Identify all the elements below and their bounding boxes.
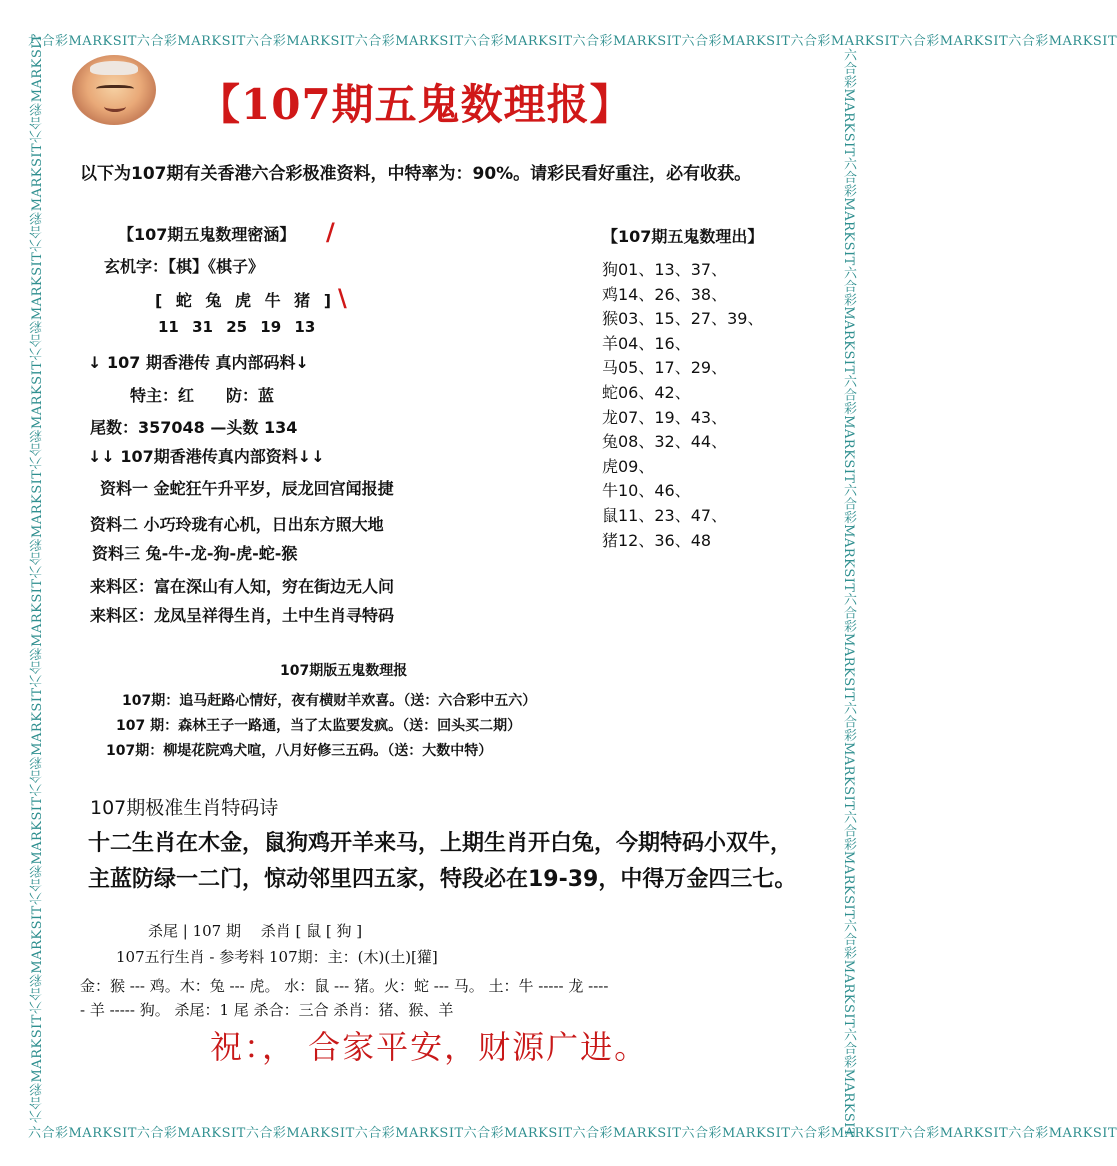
secret-heading: 【107期五鬼数理密涵】: [118, 225, 296, 244]
avatar-portrait: [72, 55, 156, 125]
page-title: 【107期五鬼数理报】: [198, 80, 633, 129]
list-item: 鸡14、26、38、: [602, 284, 728, 304]
xuanji-line: 玄机字：【棋】《棋子》: [104, 257, 265, 276]
list-item: 猴03、15、27、39、: [602, 309, 764, 329]
border-top: 六合彩MARKSIT六合彩MARKSIT六合彩MARKSIT六合彩MARKSIT六合彩MARKSIT六合彩MARKSIT六合彩MARKSIT六合彩MARKSIT六合彩MARKSIT六合彩MARKSIT: [28, 34, 1117, 49]
list-item: 马05、17、29、: [602, 358, 728, 378]
hk-heading: ↓ 107 期香港传 真内部码料↓: [88, 353, 309, 372]
list-item: 羊04、16、: [602, 333, 691, 353]
zodiac-number-list: [602, 258, 763, 553]
source-line-2: 来料区：龙凤呈祥得生肖，土中生肖寻特码: [90, 606, 395, 625]
list-item: 虎09、: [602, 456, 655, 476]
poem-line-1: 十二生肖在木金，鼠狗鸡开羊来马，上期生肖开白兔，今期特码小双牛，: [88, 831, 793, 856]
list-item: 兔08、32、44、: [602, 432, 728, 452]
red-check-mark-2: \: [338, 284, 347, 312]
kill-line: 杀尾 | 107 期 杀肖 [ 鼠 [ 狗 ]: [148, 922, 363, 940]
list-item: 龙07、19、43、: [602, 407, 728, 427]
list-item: 鼠11、23、47、: [602, 505, 728, 525]
blessing-text: 祝：， 合家平安，财源广进。: [210, 1028, 649, 1066]
report-line-1: 107期：追马赶路心情好，夜有横财羊欢喜。（送：六合彩中五六）: [122, 693, 537, 709]
five-elements-line: 107五行生肖 - 参考料 107期：主：(木)(土)[獾]: [116, 948, 438, 966]
red-check-mark-1: /: [326, 218, 335, 246]
tail-line: 尾数：357048 —头数 134: [90, 418, 298, 437]
list-item: 猪12、36、48: [602, 530, 712, 550]
zodiac-numbers: 11 31 25 19 13: [158, 318, 316, 336]
element-zodiac-line-2: - 羊 ----- 狗。 杀尾：1 尾 杀合：三合 杀肖：猪、猴、羊: [80, 1001, 454, 1019]
zodiac-line: [ 蛇 兔 虎 牛 猪 ]: [155, 291, 336, 310]
info-line-3: 资料三 兔-牛-龙-狗-虎-蛇-猴: [92, 544, 298, 563]
report-heading: 107期版五鬼数理报: [280, 663, 408, 679]
special-line: 特主：红 防：蓝: [130, 386, 275, 405]
element-zodiac-line-1: 金：猴 --- 鸡。木：兔 --- 虎。 水：鼠 --- 猪。火：蛇 --- 马。 土：牛 ----- 龙 ----: [80, 977, 609, 995]
hk-heading-2: ↓↓ 107期香港传真内部资料↓↓: [88, 447, 325, 466]
intro-text: 以下为107期有关香港六合彩极准资料，中特率为：90%。请彩民看好重注，必有收获。: [80, 164, 752, 184]
info-line-1: 资料一 金蛇狂午升平岁，辰龙回宫闻报捷: [100, 479, 394, 498]
report-line-2: 107 期：森林王子一路通，当了太监要发疯。（送：回头买二期）: [116, 718, 522, 734]
poem-title: 107期极准生肖特码诗: [90, 797, 279, 819]
report-line-3: 107期：柳堤花院鸡犬喧，八月好修三五码。（送：大数中特）: [106, 743, 493, 759]
numbers-heading: 【107期五鬼数理出】: [602, 227, 764, 246]
info-line-2: 资料二 小巧玲珑有心机，日出东方照大地: [90, 515, 384, 534]
list-item: 狗01、13、37、: [602, 260, 728, 279]
source-line-1: 来料区：富在深山有人知，穷在街边无人问: [90, 577, 395, 596]
list-item: 牛10、46、: [602, 481, 691, 501]
border-bottom: 六合彩MARKSIT六合彩MARKSIT六合彩MARKSIT六合彩MARKSIT六合彩MARKSIT六合彩MARKSIT六合彩MARKSIT六合彩MARKSIT六合彩MARKSIT六合彩MARKSIT: [28, 1126, 1117, 1141]
list-item: 蛇06、42、: [602, 382, 691, 402]
border-right: 六合彩MARKSIT六合彩MARKSIT六合彩MARKSIT六合彩MARKSIT六合彩MARKSIT六合彩MARKSIT六合彩MARKSIT六合彩MARKSIT六合彩MARKSIT六合彩MARKSIT: [841, 48, 856, 1138]
border-left: 六合彩MARKSIT六合彩MARKSIT六合彩MARKSIT六合彩MARKSIT六合彩MARKSIT六合彩MARKSIT六合彩MARKSIT六合彩MARKSIT六合彩MARKSIT六合彩MARKSIT: [30, 33, 45, 1123]
poem-line-2: 主蓝防绿一二门，惊动邻里四五家，特段必在19-39，中得万金四三七。: [88, 867, 797, 892]
